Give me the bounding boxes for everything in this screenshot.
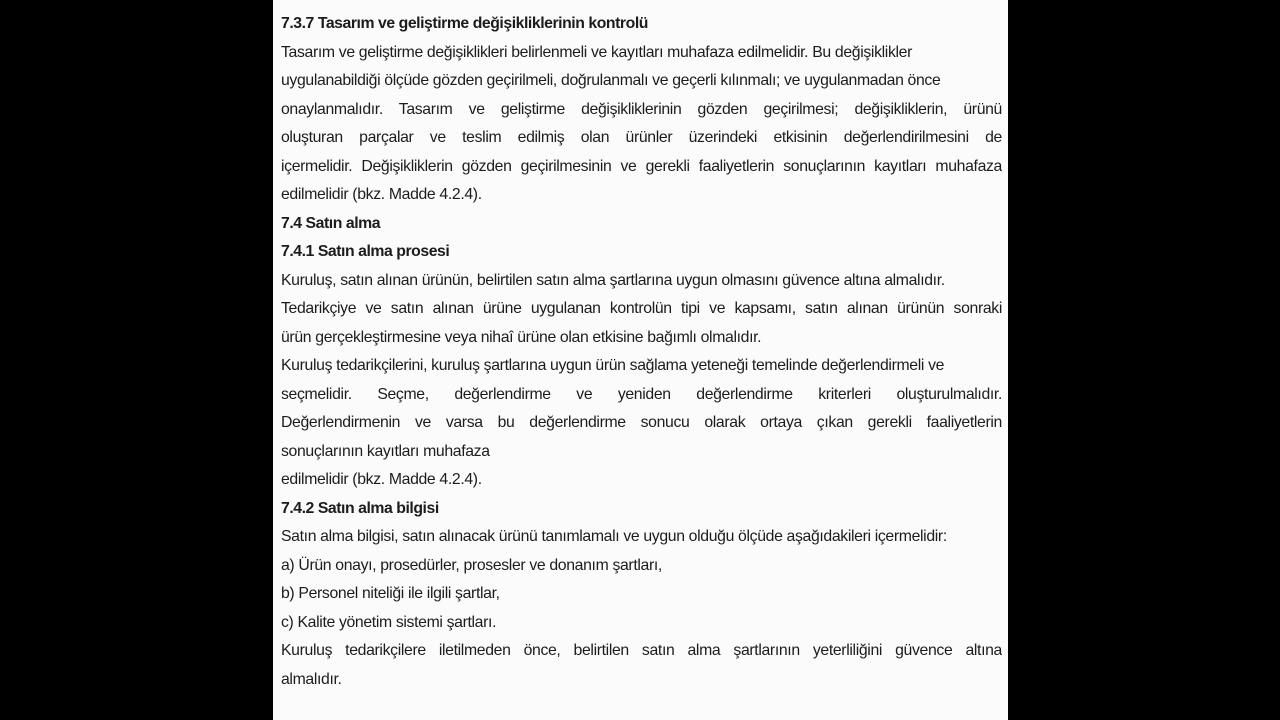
paragraph-line: oluşturan parçalar ve teslim edilmiş olan ürünler üzerindeki etkisinin değerlendirilmesini de — [281, 129, 1002, 146]
paragraph-line: sonuçlarının kayıtları muhafaza — [281, 442, 490, 460]
paragraph-line: almalıdır. — [281, 670, 342, 688]
section-heading-7-4-2: 7.4.2 Satın alma bilgisi — [281, 499, 439, 517]
paragraph-line: ürün gerçekleştirmesine veya nihaî ürüne olan etkisine bağımlı olmalıdır. — [281, 328, 762, 346]
paragraph-line: seçmelidir. Seçme, değerlendirme ve yeniden değerlendirme kriterleri oluşturulmalıdır. — [281, 385, 1002, 403]
section-heading-7-4: 7.4 Satın alma — [281, 214, 381, 232]
paragraph-line: Tedarikçiye ve satın alınan ürüne uygulanan kontrolün tipi ve kapsamı, satın alınan ürünün sonraki — [281, 300, 1002, 317]
paragraph-line: uygulanabildiği ölçüde gözden geçirilmeli, doğrulanmalı ve geçerli kılınmalı; ve uygulanmadan önce — [281, 72, 941, 89]
paragraph-line: Kuruluş tedarikçilerini, kuruluş şartlarına uygun ürün sağlama yeteneği temelinde değerlendirmeli ve — [281, 357, 945, 374]
document-page — [273, 0, 1008, 720]
paragraph-line: Tasarım ve geliştirme değişiklikleri belirlenmeli ve kayıtları muhafaza edilmelidir. Bu değişiklikler — [281, 43, 912, 61]
paragraph-line: Satın alma bilgisi, satın alınacak ürünü tanımlamalı ve uygun olduğu ölçüde aşağıdakileri içermelidir: — [281, 528, 947, 545]
paragraph-line: edilmelidir (bkz. Madde 4.2.4). — [281, 186, 482, 203]
list-item: c) Kalite yönetim sistemi şartları. — [281, 613, 497, 631]
document-text — [281, 10, 1002, 694]
section-heading-7-4-1: 7.4.1 Satın alma prosesi — [281, 243, 450, 260]
paragraph-line: onaylanmalıdır. Tasarım ve geliştirme değişikliklerinin gözden geçirilmesi; değişikliklerin, ürünü — [281, 100, 1002, 118]
list-item: b) Personel niteliği ile ilgili şartlar, — [281, 585, 500, 602]
paragraph-line: Değerlendirmenin ve varsa bu değerlendirme sonucu olarak ortaya çıkan gerekli faaliyetlerin — [281, 414, 1002, 431]
section-heading-7-3-7: 7.3.7 Tasarım ve geliştirme değişikliklerinin kontrolü — [281, 15, 648, 32]
paragraph-line: içermelidir. Değişikliklerin gözden geçirilmesinin ve gerekli faaliyetlerin sonuçlarının kayıtları muhafaza — [281, 157, 1002, 175]
paragraph-line: edilmelidir (bkz. Madde 4.2.4). — [281, 471, 482, 488]
paragraph-line: Kuruluş tedarikçilere iletilmeden önce, belirtilen satın alma şartlarının yeterliliğini güvence altına — [281, 642, 1002, 659]
list-item: a) Ürün onayı, prosedürler, prosesler ve donanım şartları, — [281, 556, 662, 574]
paragraph-line: Kuruluş, satın alınan ürünün, belirtilen satın alma şartlarına uygun olmasını güvence altına almalıdır. — [281, 271, 945, 289]
